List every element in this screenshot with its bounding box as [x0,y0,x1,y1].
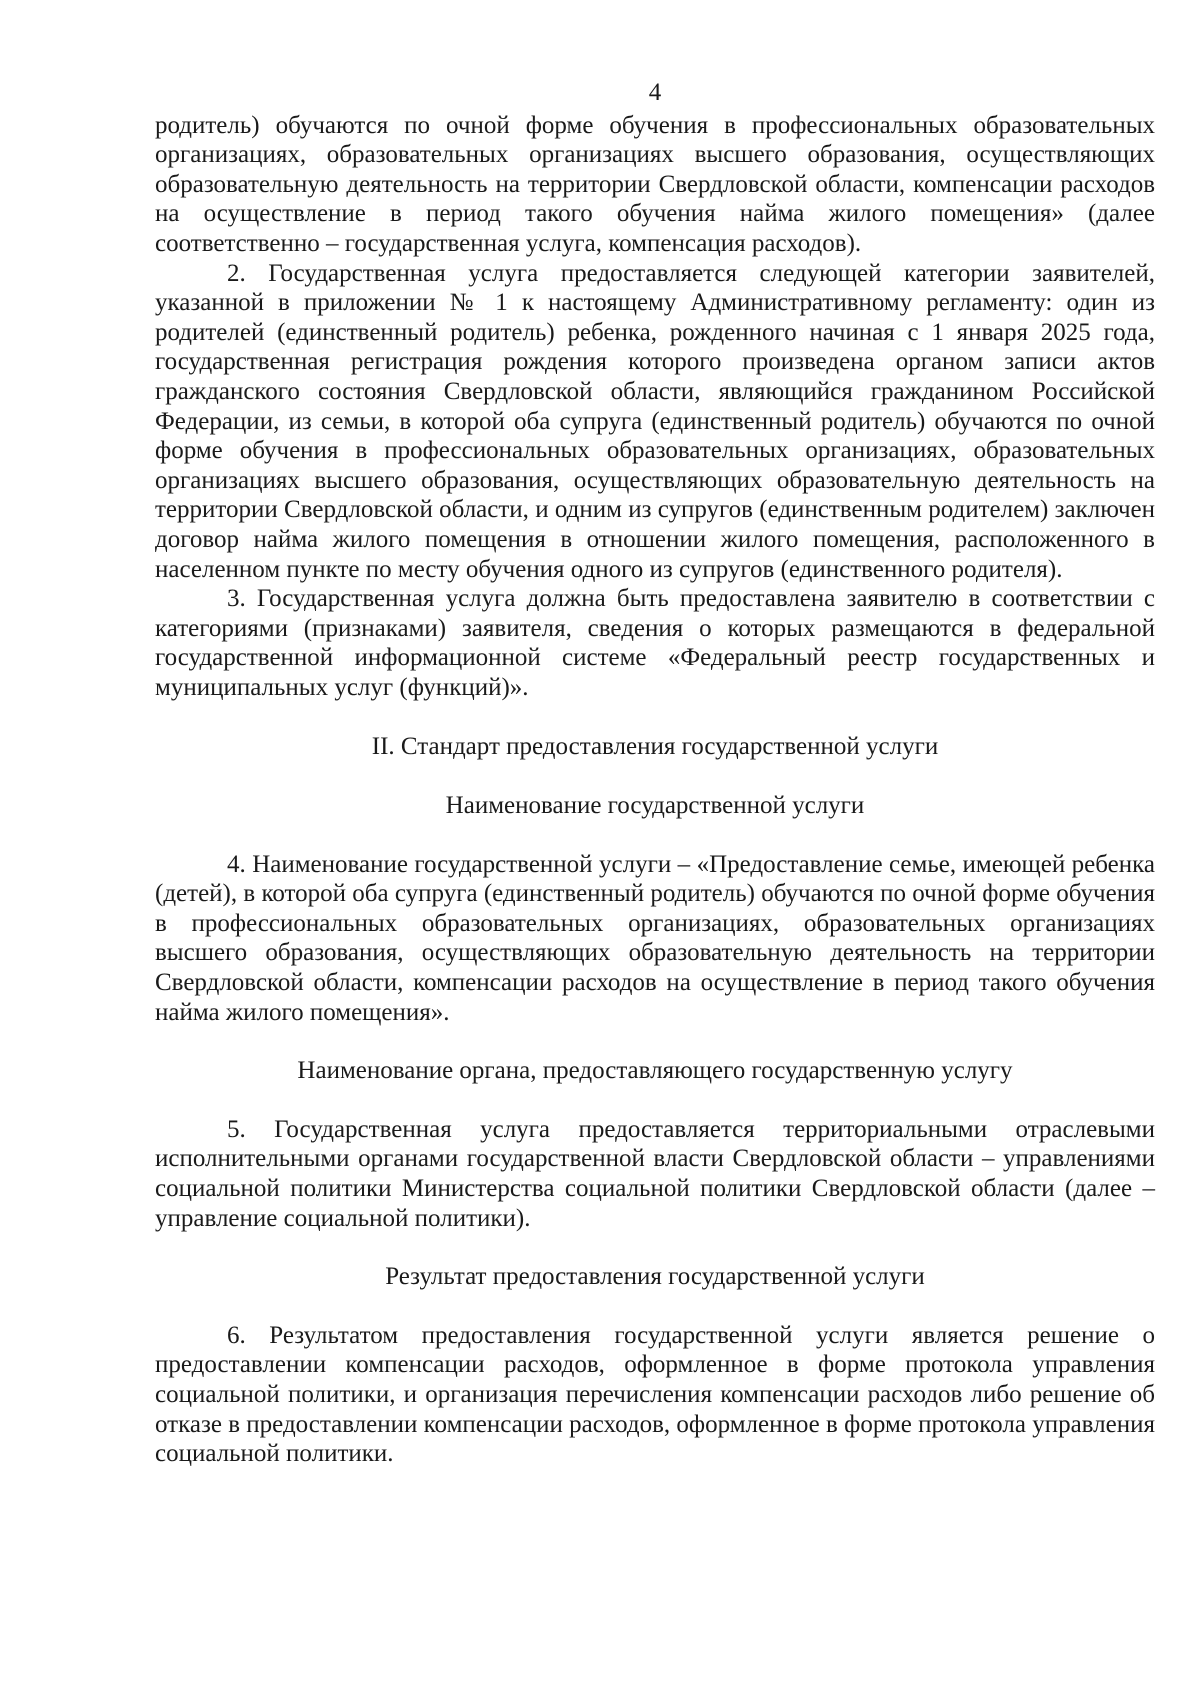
spacer [155,702,1155,732]
subheading-providing-body: Наименование органа, предоставляющего государственную услугу [297,1057,1013,1085]
page-number: 4 [648,79,662,106]
spacer [155,1086,1155,1115]
document-page [155,78,1155,1469]
paragraph-2: 2. Государственная услуга предоставляется следующей категории заявителей, указанной в приложении № 1 к настоящему Административному регламенту: один из родителей (единственный родитель) ребенка, рожденного начиная с 1 января 2025 года, государственная регистрация рождения которого произведена органом записи актов гражданского состояния Свердловской области, являющийся гражданином Российской Федерации, из семьи, в которой оба супруга (единственный родитель) обучаются по очной форме обучения в профессиональных образовательных организациях, образовательных организациях высшего образования, осуществляющих образовательную деятельность на территории Свердловской области, и одним из супругов (единственным родителем) заключен договор найма жилого помещения в отношении жилого помещения, расположенного в населенном пункте по месту обучения одного из супругов (единственного родителя). [155,259,1155,583]
paragraph-5: 5. Государственная услуга предоставляется территориальными отраслевыми исполнительными органами государственной власти Свердловской области – управлениями социальной политики Министерства социальной политики Свердловской области (далее – управление социальной политики). [155,1115,1155,1232]
subheading-result: Результат предоставления государственной услуги [385,1263,925,1291]
spacer [155,821,1155,850]
paragraph-3: 3. Государственная услуга должна быть предоставлена заявителю в соответствии с категориями (признаками) заявителя, сведения о которых размещаются в федеральной государственной информационной системе «Федеральный реестр государственных и муниципальных услуг (функций)». [155,585,1155,701]
spacer [155,1233,1155,1262]
spacer [155,1027,1155,1056]
paragraph-6: 6. Результатом предоставления государственной услуги является решение о предоставлении компенсации расходов, оформленное в форме протокола управления социальной политики, и организация перечисления компенсации расходов либо решение об отказе в предоставлении компенсации расходов, оформленное в форме протокола управления социальной политики. [155,1321,1155,1468]
section-heading: II. Стандарт предоставления государственной услуги [371,733,939,761]
spacer [155,1292,1155,1321]
subheading-service-name: Наименование государственной услуги [445,792,865,820]
paragraph-continuation: родитель) обучаются по очной форме обучения в профессиональных образовательных организациях, образовательных организациях высшего образования, осуществляющих образовательную деятельность на территории Свердловской области, компенсации расходов на осуществление в период такого обучения найма жилого помещения» (далее соответственно – государственная услуга, компенсация расходов). [155,111,1155,257]
spacer [155,762,1155,791]
paragraph-4: 4. Наименование государственной услуги – «Предоставление семье, имеющей ребенка (детей), в которой оба супруга (единственный родитель) обучаются по очной форме обучения в профессиональных образовательных организациях, образовательных организациях высшего образования, осуществляющих образовательную деятельность на территории Свердловской области, компенсации расходов на осуществление в период такого обучения найма жилого помещения». [155,850,1155,1026]
